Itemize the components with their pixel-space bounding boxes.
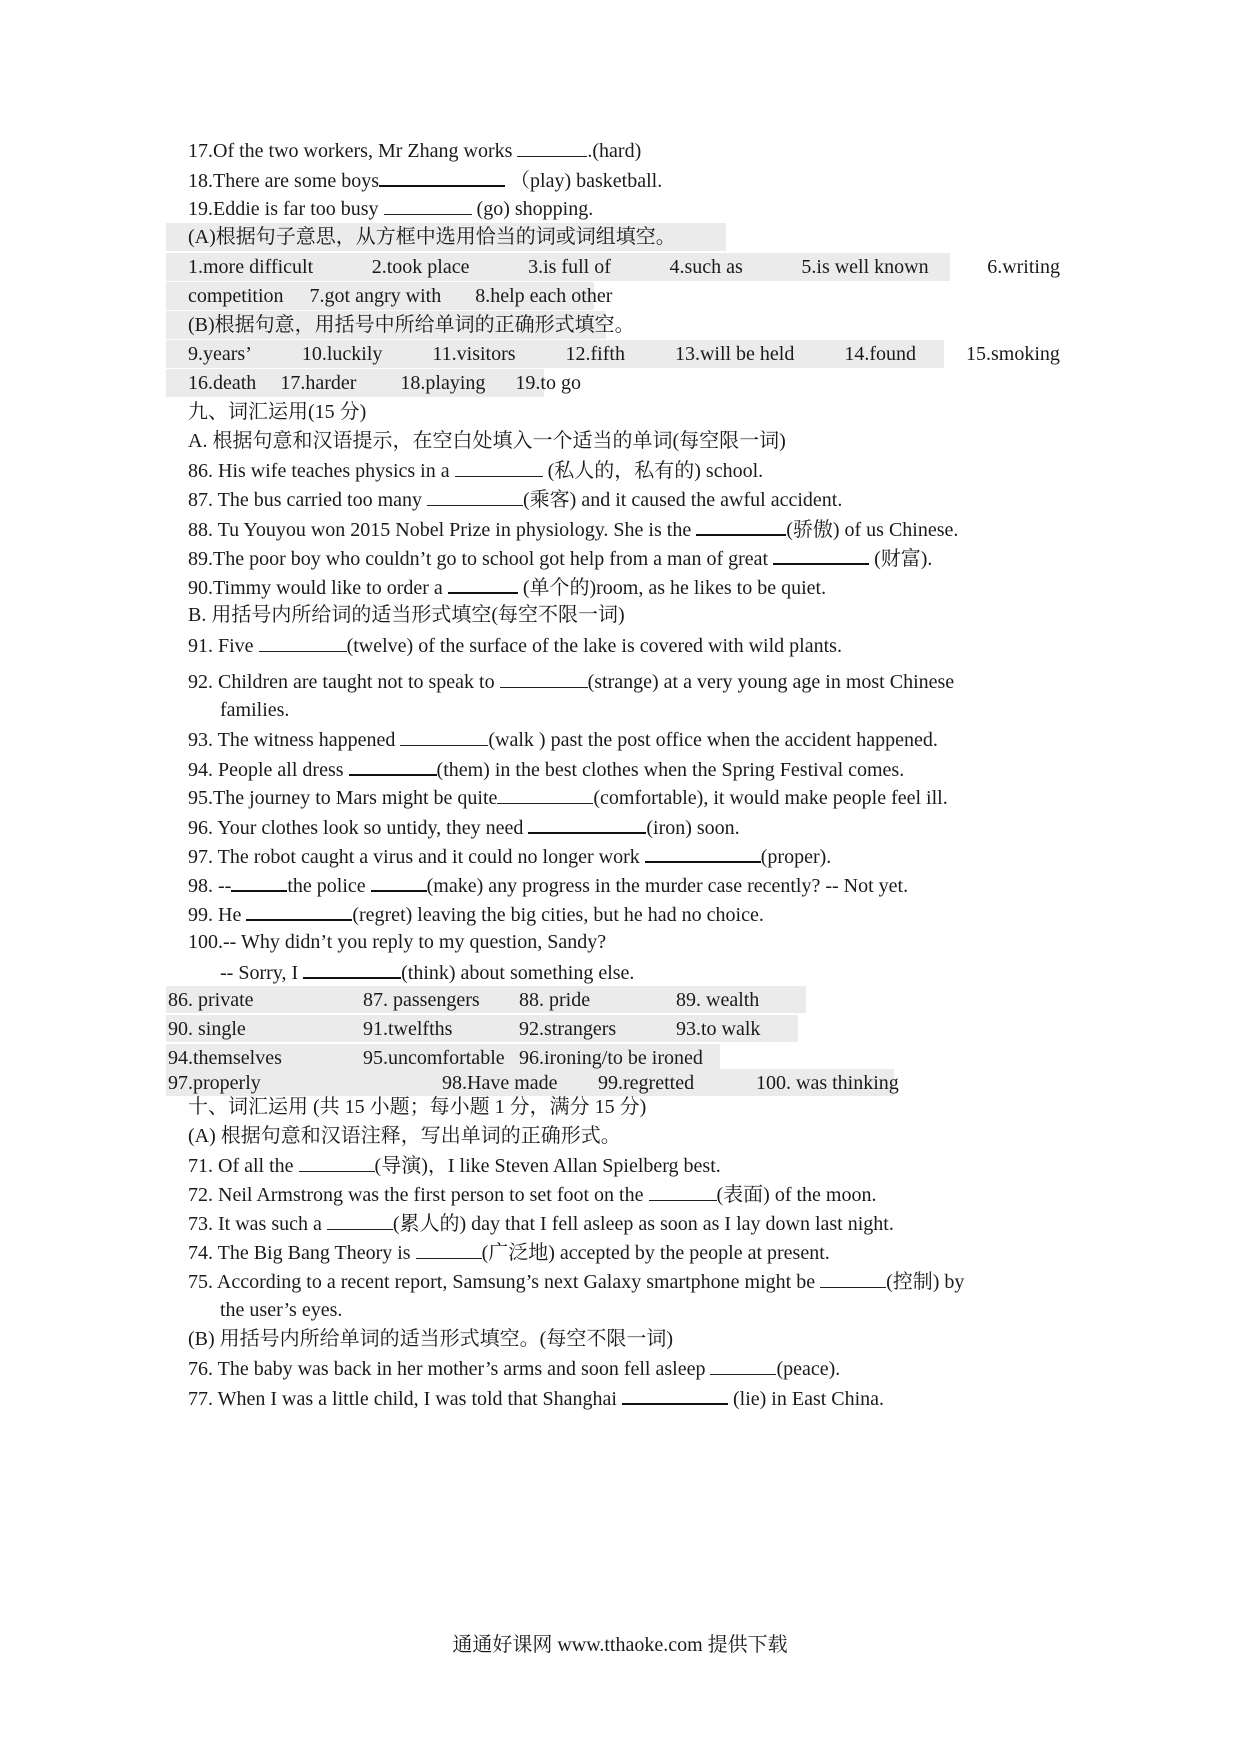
answer-100: 100. was thinking [756, 1072, 899, 1094]
section-9-b-instructions: B. 用括号内所给词的适当形式填空(每空不限一词) [188, 604, 625, 626]
question-18: 18.There are some boys （play) basketball. [188, 165, 662, 195]
answer-blank[interactable] [231, 870, 287, 892]
answer-98: 98.Have made [442, 1072, 558, 1094]
answer-blank[interactable] [259, 631, 347, 652]
section-9-a-instructions: A. 根据句意和汉语提示，在空白处填入一个适当的单词(每空限一词) [188, 430, 786, 452]
question-92-continued: families. [220, 699, 290, 721]
answer-99: 99.regretted [598, 1072, 695, 1094]
question-99: 99. He (regret) leaving the big cities, but he had no choice. [188, 899, 764, 929]
answer-key-b-row-2: 16.death 17.harder 18.playing 19.to go [188, 372, 581, 394]
answer-blank[interactable] [773, 543, 869, 565]
page-footer: 通通好课网 www.tthaoke.com 提供下载 [452, 1634, 788, 1656]
answer-94: 94.themselves [168, 1047, 282, 1069]
answer-blank[interactable] [497, 783, 593, 804]
question-76: 76. The baby was back in her mother’s arms and soon fell asleep (peace). [188, 1354, 840, 1383]
answer-blank[interactable] [379, 165, 505, 187]
question-75-continued: the user’s eyes. [220, 1299, 343, 1321]
answer-97: 97.properly [168, 1072, 261, 1094]
answer-93: 93.to walk [676, 1018, 761, 1040]
question-77: 77. When I was a little child, I was told that Shanghai (lie) in East China. [188, 1383, 884, 1413]
answer-key-b-heading: (B)根据句意，用括号中所给单词的正确形式填空。 [188, 314, 635, 336]
answer-blank[interactable] [622, 1383, 728, 1405]
answer-blank[interactable] [517, 136, 587, 157]
answer-key-b-row-1: 9.years’ 10.luckily 11.visitors 12.fifth 13.will be held 14.found 15.smoking [188, 343, 1060, 365]
answer-89: 89. wealth [676, 989, 760, 1011]
section-heading-10: 十、词汇运用 (共 15 小题；每小题 1 分，满分 15 分) [188, 1096, 647, 1118]
answer-90: 90. single [168, 1018, 246, 1040]
answer-blank[interactable] [645, 841, 761, 863]
answer-key-a-heading: (A)根据句子意思，从方框中选用恰当的词或词组填空。 [188, 226, 676, 248]
question-100-reply: -- Sorry, I (think) about something else. [220, 957, 634, 987]
question-72: 72. Neil Armstrong was the first person to set foot on the (表面) of the moon. [188, 1180, 876, 1209]
answer-blank[interactable] [528, 812, 646, 834]
answer-blank[interactable] [400, 725, 488, 746]
answer-blank[interactable] [500, 667, 588, 688]
answer-blank[interactable] [371, 870, 427, 892]
question-75: 75. According to a recent report, Samsung’s next Galaxy smartphone might be (控制) by [188, 1267, 964, 1296]
question-91: 91. Five (twelve) of the surface of the lake is covered with wild plants. [188, 631, 842, 660]
question-88: 88. Tu Youyou won 2015 Nobel Prize in physiology. She is the (骄傲) of us Chinese. [188, 514, 958, 544]
question-96: 96. Your clothes look so untidy, they need (iron) soon. [188, 812, 740, 842]
question-95: 95.The journey to Mars might be quite (comfortable), it would make people feel ill. [188, 783, 948, 812]
question-93: 93. The witness happened (walk ) past the post office when the accident happened. [188, 725, 938, 754]
question-19: 19.Eddie is far too busy (go) shopping. [188, 194, 593, 223]
question-97: 97. The robot caught a virus and it could no longer work (proper). [188, 841, 831, 871]
question-86: 86. His wife teaches physics in a (私人的，私有的) school. [188, 456, 763, 485]
answer-blank[interactable] [327, 1209, 393, 1230]
question-98: 98. -- the police (make) any progress in the murder case recently? -- Not yet. [188, 870, 908, 900]
question-100: 100.-- Why didn’t you reply to my question, Sandy? [188, 931, 607, 953]
question-87: 87. The bus carried too many (乘客) and it caused the awful accident. [188, 485, 842, 514]
question-73: 73. It was such a (累人的) day that I fell asleep as soon as I lay down last night. [188, 1209, 894, 1238]
answer-87: 87. passengers [363, 989, 480, 1011]
question-74: 74. The Big Bang Theory is (广泛地) accepted by the people at present. [188, 1238, 830, 1267]
section-heading-9: 九、词汇运用(15 分) [188, 401, 367, 423]
answer-blank[interactable] [416, 1238, 482, 1259]
answer-blank[interactable] [820, 1267, 886, 1288]
answer-blank[interactable] [299, 1151, 375, 1172]
question-17: 17.Of the two workers, Mr Zhang works .(hard) [188, 136, 641, 165]
answer-95: 95.uncomfortable [363, 1047, 505, 1069]
section-10-b-instructions: (B) 用括号内所给单词的适当形式填空。(每空不限一词) [188, 1328, 673, 1350]
answer-86: 86. private [168, 989, 254, 1011]
answer-blank[interactable] [349, 754, 437, 776]
answer-key-a-row-2: competition 7.got angry with 8.help each other [188, 285, 613, 307]
question-90: 90.Timmy would like to order a (单个的)room, as he likes to be quiet. [188, 572, 826, 602]
answer-blank[interactable] [455, 456, 543, 477]
answer-blank[interactable] [448, 572, 518, 594]
question-94: 94. People all dress (them) in the best clothes when the Spring Festival comes. [188, 754, 904, 784]
answer-92: 92.strangers [519, 1018, 617, 1040]
question-92: 92. Children are taught not to speak to (strange) at a very young age in most Chinese [188, 667, 954, 696]
section-10-a-instructions: (A) 根据句意和汉语注释，写出单词的正确形式。 [188, 1125, 621, 1147]
answer-91: 91.twelfths [363, 1018, 453, 1040]
answer-88: 88. pride [519, 989, 591, 1011]
question-71: 71. Of all the (导演)，I like Steven Allan Spielberg best. [188, 1151, 721, 1180]
question-89: 89.The poor boy who couldn’t go to school got help from a man of great (财富). [188, 543, 932, 573]
answer-blank[interactable] [649, 1180, 717, 1201]
answer-blank[interactable] [303, 957, 401, 979]
answer-blank[interactable] [710, 1354, 776, 1375]
answer-blank[interactable] [246, 899, 352, 921]
answer-blank[interactable] [384, 194, 472, 215]
answer-blank[interactable] [696, 514, 786, 536]
answer-key-a-row-1: 1.more difficult 2.took place 3.is full of 4.such as 5.is well known 6.writing [188, 256, 1060, 278]
answer-blank[interactable] [427, 485, 523, 506]
answer-96: 96.ironing/to be ironed [519, 1047, 703, 1069]
